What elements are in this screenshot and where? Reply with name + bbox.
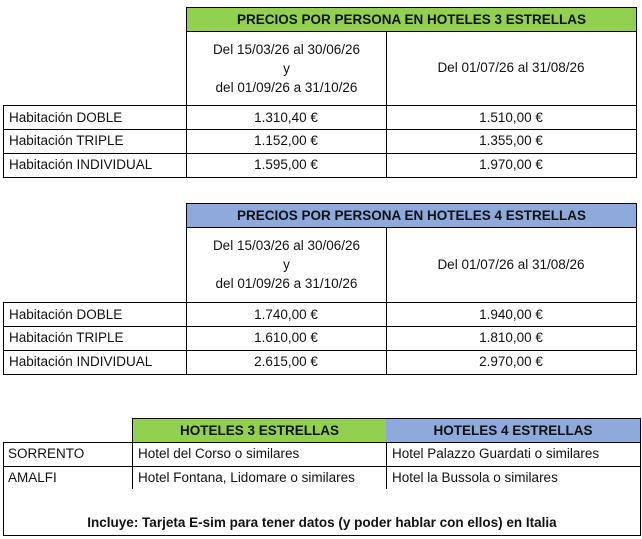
price-cell: 2.970,00 € xyxy=(386,350,637,375)
period-line: del 01/09/26 a 31/10/26 xyxy=(215,276,358,291)
row-label: Habitación TRIPLE xyxy=(3,326,187,351)
row-label: Habitación TRIPLE xyxy=(3,129,187,154)
price-cell: 1.595,00 € xyxy=(186,153,387,178)
period-header-low-season xyxy=(186,31,387,106)
price-cell: 2.615,00 € xyxy=(186,350,387,375)
period-line: Del 15/03/26 al 30/06/26 xyxy=(212,238,361,253)
period-header-low-season xyxy=(186,227,387,303)
header-3-stars: HOTELES 3 ESTRELLAS xyxy=(132,418,387,443)
hotel-cell: Hotel Fontana, Lidomare o similares xyxy=(132,466,387,489)
price-cell: 1.310,40 € xyxy=(186,105,387,130)
price-cell: 1.510,00 € xyxy=(386,105,637,130)
table-title-4-stars: PRECIOS POR PERSONA EN HOTELES 4 ESTRELLAS xyxy=(186,203,637,228)
period-header-high-season: Del 01/07/26 al 31/08/26 xyxy=(386,227,637,303)
includes-note: Incluye: Tarjeta E-sim para tener datos (y poder hablar con ellos) en Italia xyxy=(87,515,557,530)
price-cell: 1.740,00 € xyxy=(186,302,387,327)
hotel-cell: Hotel del Corso o similares xyxy=(132,442,387,467)
row-label: Habitación INDIVIDUAL xyxy=(3,350,187,375)
header-4-stars: HOTELES 4 ESTRELLAS xyxy=(386,418,641,443)
price-cell: 1.940,00 € xyxy=(386,302,637,327)
period-header-high-season: Del 01/07/26 al 31/08/26 xyxy=(386,31,637,106)
price-cell: 1.355,00 € xyxy=(386,129,637,154)
city-label: SORRENTO xyxy=(3,442,133,467)
row-label: Habitación DOBLE xyxy=(3,302,187,327)
city-label: AMALFI xyxy=(8,469,57,485)
period-line: del 01/09/26 a 31/10/26 xyxy=(215,79,358,95)
price-cell: 1.610,00 € xyxy=(186,326,387,351)
period-line: y xyxy=(283,60,290,76)
row-label: Habitación DOBLE xyxy=(3,105,187,130)
period-line: Del 15/03/26 al 30/06/26 xyxy=(212,41,361,57)
price-cell: 1.970,00 € xyxy=(386,153,637,178)
period-line: y xyxy=(283,257,290,272)
hotel-cell: Hotel Palazzo Guardati o similares xyxy=(386,442,641,467)
price-cell: 1.152,00 € xyxy=(186,129,387,154)
row-label: Habitación INDIVIDUAL xyxy=(3,153,187,178)
price-cell: 1.810,00 € xyxy=(386,326,637,351)
table-title-3-stars: PRECIOS POR PERSONA EN HOTELES 3 ESTRELLAS xyxy=(186,7,637,32)
hotel-cell: Hotel la Bussola o similares xyxy=(386,466,641,489)
